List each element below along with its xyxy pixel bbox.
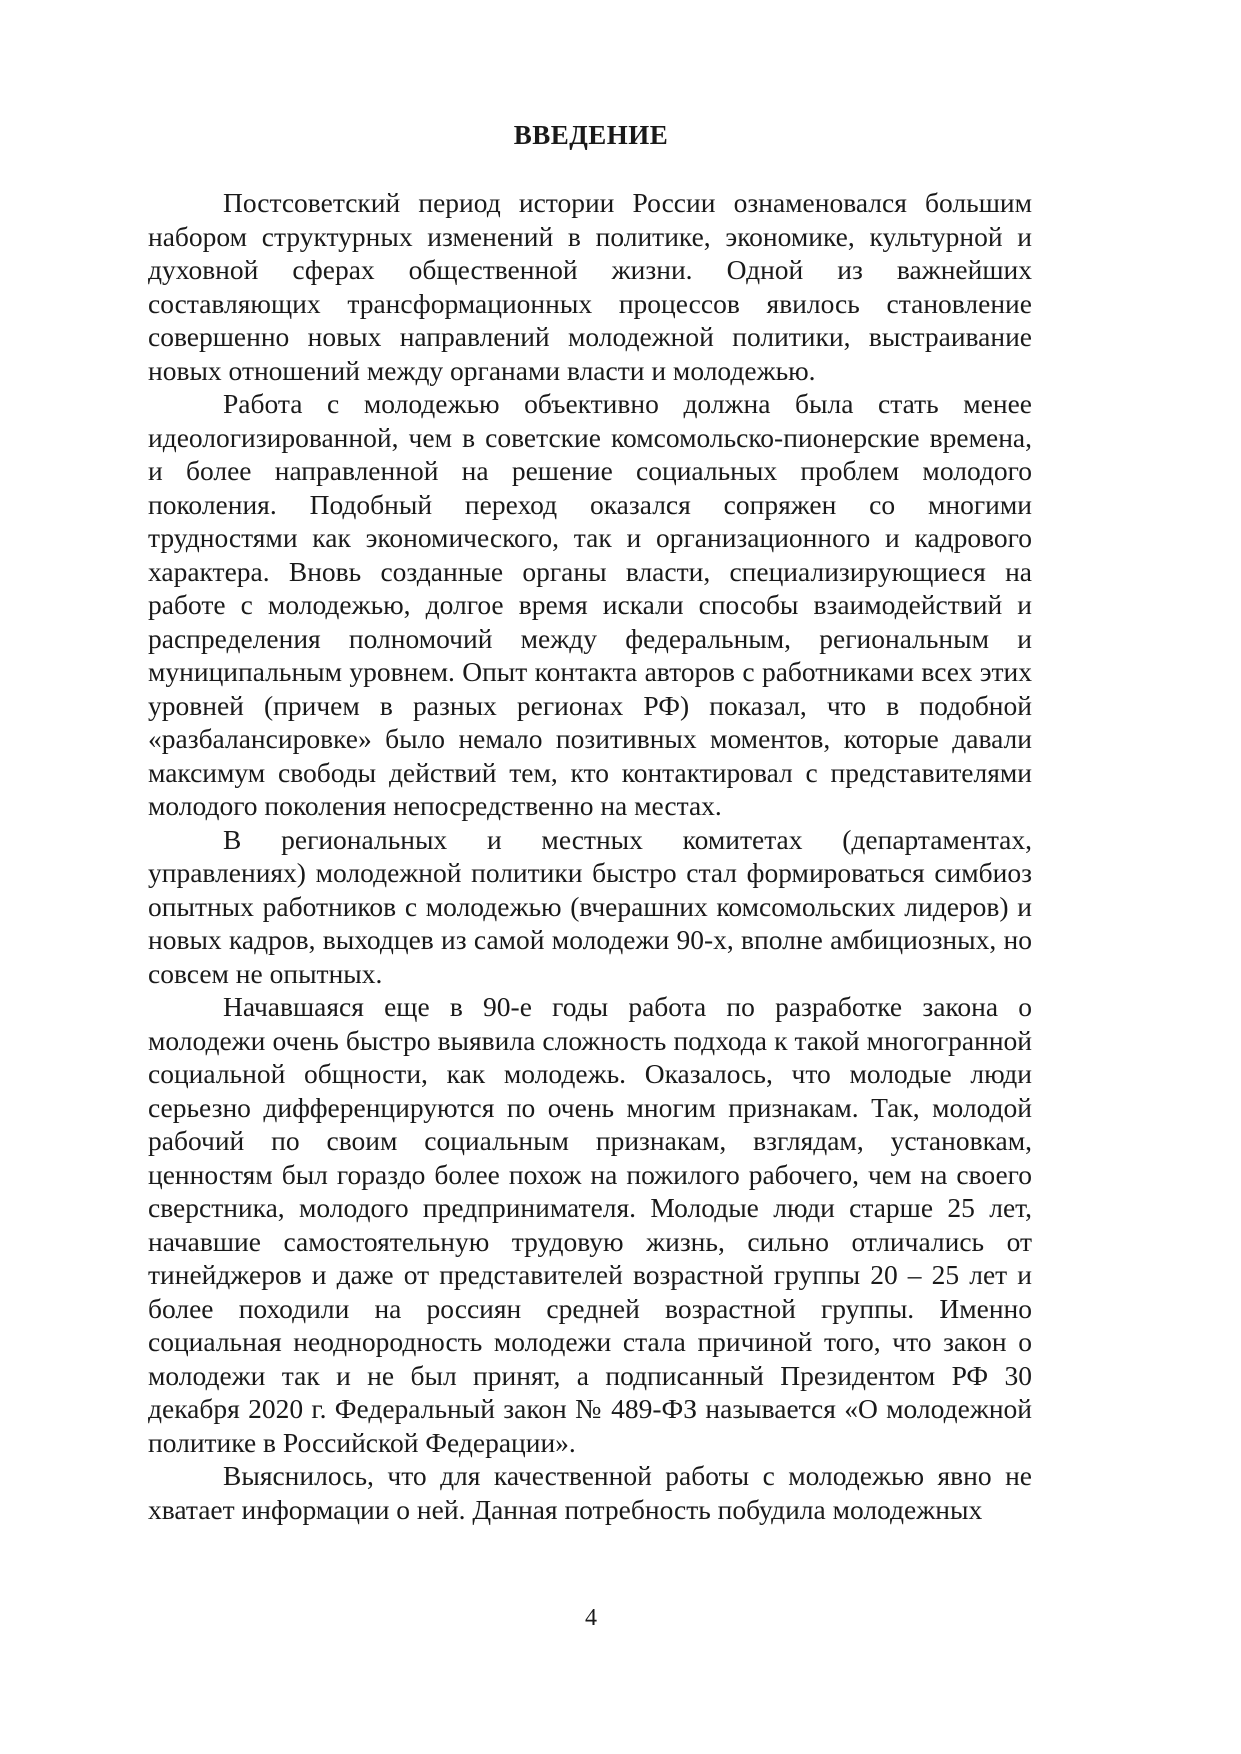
paragraph-1: Постсоветский период истории России ознаменовался большим набором структурных изменений в политике, экономике, культурной и духовной сферах общественной жизни. Одной из важнейших составляющих трансформационных процессов явилось становление совершенно новых направлений молодежной политики, выстраивание новых отношений между органами власти и молодежью. — [148, 187, 1032, 386]
paragraph-4: Начавшаяся еще в 90-е годы работа по разработке закона о молодежи очень быстро выявила сложность подхода к такой многогранной социальной общности, как молодежь. Оказалось, что молодые люди серьезно дифференцируются по очень многим признакам. Так, молодой рабочий по своим социальным признакам, взглядам, установкам, ценностям был гораздо более похож на пожилого рабочего, чем на своего сверстника, молодого предпринимателя. Молодые люди старше 25 лет, начавшие самостоятельную трудовую жизнь, сильно отличались от тинейджеров и даже от представителей возрастной группы 20 – 25 лет и более походили на россиян средней возрастной группы. Именно социальная неоднородность молодежи стала причиной того, что закон о молодежи так и не был принят, а подписанный Президентом РФ 30 декабря 2020 г. Федеральный закон № 489-ФЗ называется «О молодежной политике в Российской Федерации». — [148, 991, 1032, 1458]
paragraph-5: Выяснилось, что для качественной работы с молодежью явно не хватает информации о ней. Данная потребность побудила молодежных — [148, 1460, 1032, 1525]
section-heading: ВВЕДЕНИЕ — [513, 120, 669, 150]
page-number: 4 — [585, 1605, 597, 1631]
body-text — [148, 186, 1032, 1526]
paragraph-2: Работа с молодежью объективно должна была стать менее идеологизированной, чем в советские комсомольско-пионерские времена, и более направленной на решение социальных проблем молодого поколения. Подобный переход оказался сопряжен со многими трудностями как экономического, так и организационного и кадрового характера. Вновь созданные органы власти, специализирующиеся на работе с молодежью, долгое время искали способы взаимодействий и распределения полномочий между федеральным, региональным и муниципальным уровнем. Опыт контакта авторов с работниками всех этих уровней (причем в разных регионах РФ) показал, что в подобной «разбалансировке» было немало позитивных моментов, которые давали максимум свободы действий тем, кто контактировал с представителями молодого поколения непосредственно на местах. — [148, 388, 1032, 821]
paragraph-3: В региональных и местных комитетах (департаментах, управлениях) молодежной политики быстро стал формироваться симбиоз опытных работников с молодежью (вчерашних комсомольских лидеров) и новых кадров, выходцев из самой молодежи 90-х, вполне амбициозных, но совсем не опытных. — [148, 823, 1032, 989]
